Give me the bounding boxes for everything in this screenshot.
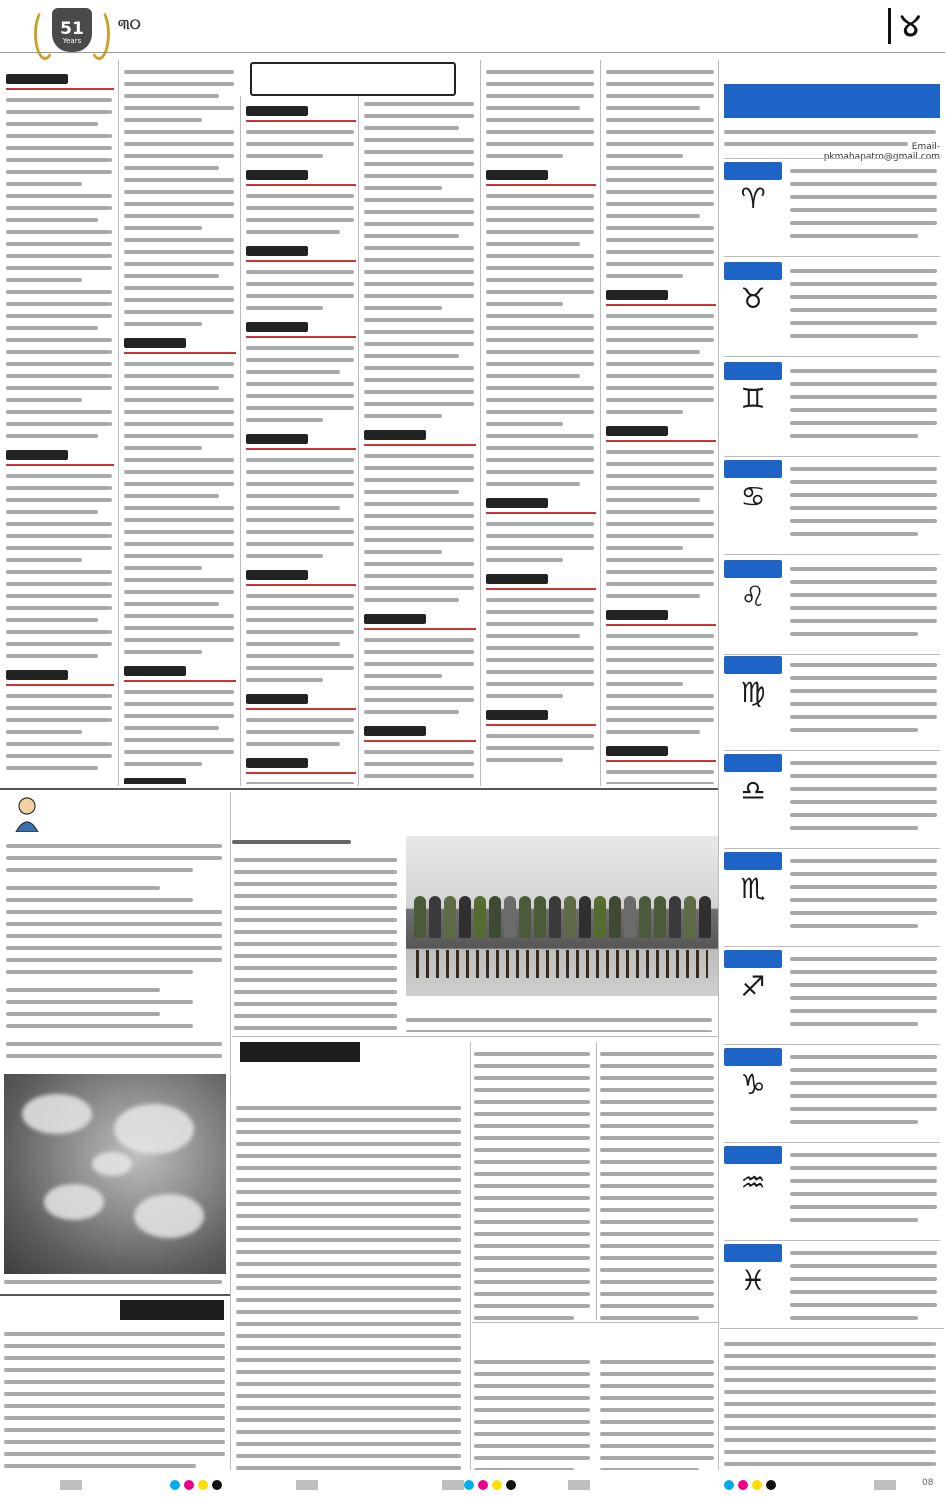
sign-label [724, 262, 782, 280]
story-body-col-b [474, 1044, 592, 1320]
city-heading [606, 608, 716, 626]
page-number: ୪ [900, 6, 921, 44]
horoscope-sign-2 [724, 262, 782, 332]
anniversary-badge [52, 8, 92, 52]
sign-prediction [790, 1242, 940, 1332]
city-heading [364, 724, 476, 742]
sign-prediction [790, 1046, 940, 1136]
events-column-5 [486, 62, 596, 784]
city-heading [486, 572, 596, 590]
city-heading [246, 692, 356, 710]
registration-yellow-icon-3 [752, 1480, 762, 1490]
bottom-left-body [4, 1324, 230, 1470]
city-heading [606, 288, 716, 306]
horoscope-sign-6 [724, 656, 782, 726]
horoscope-sign-12 [724, 1244, 782, 1314]
city-heading [6, 72, 114, 90]
person-figure [639, 896, 651, 938]
header-rule [0, 52, 945, 53]
page-code: 08 [922, 1478, 934, 1488]
events-column-2 [124, 62, 236, 784]
person-figure [519, 896, 531, 938]
cartoon-figure-icon [8, 796, 46, 832]
sign-prediction [790, 850, 940, 940]
title-divider [888, 8, 891, 44]
libra-icon: ♎ [740, 774, 766, 807]
map-caption [4, 1276, 226, 1290]
person-figure [624, 896, 636, 938]
horoscope-sign-4 [724, 460, 782, 530]
person-figure [609, 896, 621, 938]
story-body-col-c [600, 1044, 716, 1320]
registration-magenta-icon [184, 1480, 194, 1490]
sign-label [724, 1146, 782, 1164]
sign-label [724, 362, 782, 380]
lead-headline [232, 796, 718, 834]
city-heading [246, 756, 356, 774]
sign-prediction [790, 558, 940, 648]
masthead-logo [30, 4, 108, 58]
sign-label [724, 1244, 782, 1262]
registration-yellow-icon [198, 1480, 208, 1490]
story3-headline [474, 1324, 704, 1350]
person-figure [669, 896, 681, 938]
sign-prediction [790, 654, 940, 744]
scorpio-icon: ♏ [740, 872, 766, 905]
capricorn-icon: ♑ [740, 1068, 766, 1101]
cartoon-text [6, 836, 226, 1064]
registration-black-icon-2 [506, 1480, 516, 1490]
pisces-icon: ♓ [740, 1264, 766, 1297]
person-figure [594, 896, 606, 938]
person-figure [474, 896, 486, 938]
city-heading [6, 668, 114, 686]
years-label: Years [62, 37, 82, 45]
registration-cyan-icon [170, 1480, 180, 1490]
virgo-icon: ♍ [740, 676, 766, 709]
story2-headline [236, 1068, 456, 1096]
person-figure [564, 896, 576, 938]
taurus-icon: ♉ [740, 282, 766, 315]
city-heading [486, 708, 596, 726]
horoscope-sign-10 [724, 1048, 782, 1118]
front-page-tag [120, 1300, 224, 1320]
sign-prediction [790, 458, 940, 548]
city-heading [606, 424, 716, 442]
sign-prediction [790, 948, 940, 1038]
photo-caption [406, 998, 718, 1010]
sign-label [724, 1048, 782, 1066]
city-heading [246, 244, 356, 262]
city-heading [246, 168, 356, 186]
city-heading [246, 432, 356, 450]
story3-body-b [600, 1352, 716, 1470]
events-column-6 [606, 62, 716, 784]
lead-body-col-1 [234, 850, 400, 1032]
person-figure [699, 896, 711, 938]
sign-prediction [790, 752, 940, 842]
story2-body [236, 1098, 466, 1470]
section-title [782, 8, 882, 42]
events-column-1 [6, 62, 114, 784]
city-heading [364, 428, 476, 446]
events-column-3 [246, 94, 356, 784]
gemini-icon: ♊ [740, 382, 766, 415]
lead-body-col-2 [406, 1010, 718, 1032]
person-figure [414, 896, 426, 938]
sign-label [724, 460, 782, 478]
aries-icon: ♈ [740, 182, 766, 215]
city-heading [246, 104, 356, 122]
sign-label [724, 852, 782, 870]
registration-magenta-icon-2 [478, 1480, 488, 1490]
registration-black-icon-3 [766, 1480, 776, 1490]
sagittarius-icon: ♐ [740, 970, 766, 1003]
leo-icon: ♌ [740, 580, 766, 613]
print-registration-strip [0, 1474, 945, 1497]
registration-cyan-icon-2 [464, 1480, 474, 1490]
city-heading [6, 448, 114, 466]
person-figure [489, 896, 501, 938]
city-heading [364, 612, 476, 630]
sign-label [724, 656, 782, 674]
lead-dateline [232, 836, 372, 848]
front-page-tag-2 [240, 1042, 360, 1062]
aquarius-icon: ♒ [740, 1166, 766, 1199]
satellite-weather-map [4, 1074, 226, 1274]
city-heading [486, 496, 596, 514]
bottom-left-headline [4, 1300, 114, 1322]
sign-prediction [790, 160, 940, 250]
city-heading [124, 336, 236, 354]
horoscope-sign-1 [724, 162, 782, 232]
city-heading [486, 168, 596, 186]
sign-prediction [790, 360, 940, 450]
horoscope-sign-11 [724, 1146, 782, 1216]
horoscope-sign-5 [724, 560, 782, 630]
registration-magenta-icon-3 [738, 1480, 748, 1490]
city-heading [246, 320, 356, 338]
registration-black-icon [212, 1480, 222, 1490]
registration-cyan-icon-3 [724, 1480, 734, 1490]
city-heading [246, 568, 356, 586]
weapons-display [416, 950, 708, 978]
horoscope-sign-3 [724, 362, 782, 432]
city-heading [124, 664, 236, 682]
events-column-4 [364, 94, 476, 784]
person-figure [549, 896, 561, 938]
city-heading [124, 776, 236, 784]
cancer-icon: ♋ [740, 480, 766, 513]
story3-body-a [474, 1352, 592, 1470]
sign-label [724, 754, 782, 772]
edition-years: 51 [60, 19, 84, 39]
city-heading [606, 744, 716, 762]
astrologer-email: Email-pkmahapatro@gmail.com [823, 142, 940, 162]
events-banner [250, 62, 456, 96]
person-figure [429, 896, 441, 938]
person-figure [504, 896, 516, 938]
cartoon-title [56, 798, 176, 832]
person-figure [534, 896, 546, 938]
person-figure [459, 896, 471, 938]
horoscope-sign-7 [724, 754, 782, 824]
person-figure [654, 896, 666, 938]
dateline: ୩୦ [118, 15, 141, 33]
horoscope-title [724, 84, 940, 118]
person-figure [444, 896, 456, 938]
horoscope-sign-9 [724, 950, 782, 1020]
person-figure [684, 896, 696, 938]
sign-prediction [790, 260, 940, 350]
horoscope-sign-8 [724, 852, 782, 922]
sign-prediction [790, 1144, 940, 1234]
person-figure [579, 896, 591, 938]
sign-label [724, 162, 782, 180]
surrender-photo [406, 836, 718, 996]
registration-yellow-icon-2 [492, 1480, 502, 1490]
sign-label [724, 950, 782, 968]
sign-label [724, 560, 782, 578]
story4-body [724, 1334, 940, 1470]
